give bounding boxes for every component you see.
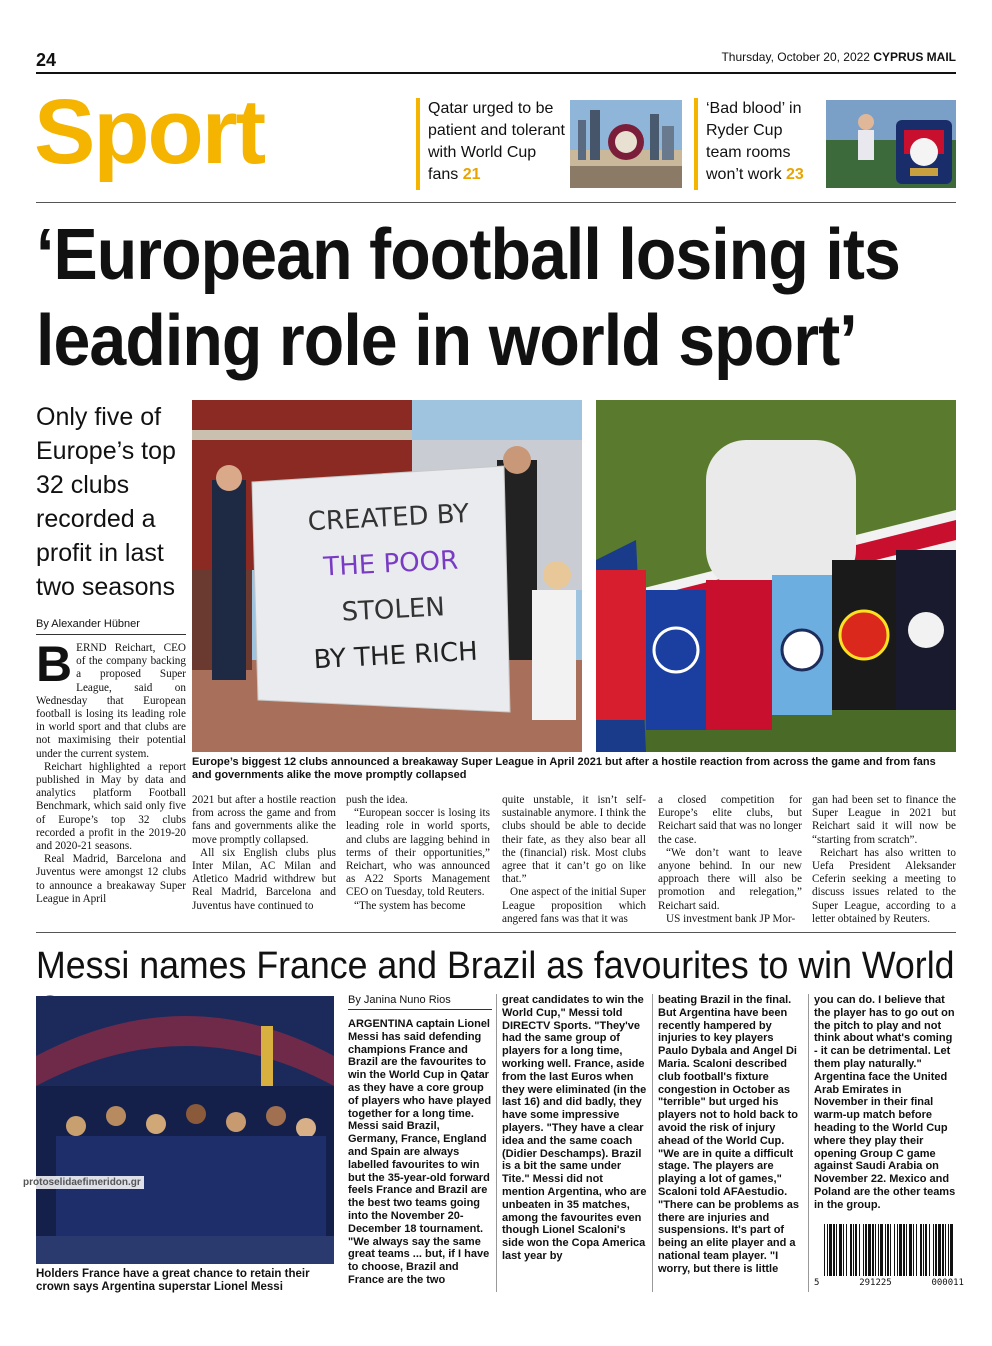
drop-cap: B bbox=[36, 636, 73, 692]
watermark: protoselidaefimeridon.gr bbox=[20, 1176, 144, 1189]
barcode-bar bbox=[942, 1224, 944, 1276]
teaser-ryder[interactable] bbox=[706, 98, 822, 186]
barcode-bar bbox=[909, 1224, 912, 1276]
body-paragraph: ERND Reichart, CEO of the company backing a proposed Super League, said on Wednesday that European football is losing its leading role in world sport and that clubs are not maximising their potential under the current system. bbox=[36, 642, 186, 760]
banner-line: CREATED BY bbox=[307, 498, 470, 538]
story-deck: Only five of Europe’s top 32 clubs recorded a profit in last two seasons bbox=[36, 403, 176, 601]
byline: By Alexander Hübner bbox=[36, 618, 186, 635]
teaser-ryder-text: ‘Bad blood’ in Ryder Cup team rooms won’t work bbox=[706, 100, 802, 183]
section-divider bbox=[36, 202, 956, 203]
messi-byline: By Janina Nuno Rios bbox=[348, 994, 492, 1010]
column-separator bbox=[808, 994, 809, 1292]
barcode-bar bbox=[935, 1224, 937, 1276]
body-paragraph: gan had been set to finance the Super League in 2021 but Reichart said it will now be “starting from scratch”. bbox=[812, 794, 956, 846]
banner-text bbox=[277, 489, 506, 684]
barcode-bar bbox=[903, 1224, 905, 1276]
banner-line: THE POOR bbox=[322, 545, 459, 583]
section-divider bbox=[36, 932, 956, 933]
body-paragraph: One aspect of the initial Super League proposition which angered fans was that it was bbox=[502, 886, 646, 925]
barcode-bar bbox=[920, 1224, 922, 1276]
column-separator bbox=[496, 994, 497, 1292]
messi-column-3: beating Brazil in the final. But Argentina have been recently hampered by injuries to key players Paulo Dybala and Angel Di Maria. Scaloni described club football's fixture congestion in October as "terrible" but urged his players not to hold back to avoid the risk of injury ahead of the World Cup. "We are in quite a difficult stage. The players are playing a lot of games," Scaloni told AFAestudio. "There can be problems as there are injuries and suspensions. It's part of being an elite player and a national team player. "I worry, but there is little bbox=[658, 994, 799, 1275]
dateline bbox=[721, 50, 956, 64]
barcode-bar bbox=[885, 1224, 886, 1276]
body-column-3 bbox=[346, 794, 490, 913]
photo-france-celebration[interactable] bbox=[36, 996, 334, 1264]
barcode-bar bbox=[833, 1224, 835, 1276]
barcode-bar bbox=[878, 1224, 879, 1276]
barcode-bar bbox=[913, 1224, 914, 1276]
main-headline: ‘European football losing its leading role in world sport’ bbox=[36, 215, 900, 381]
body-paragraph: push the idea. bbox=[346, 794, 408, 806]
messi-photo-caption: Holders France have a great chance to retain their crown says Argentina superstar Lionel Messi bbox=[36, 1268, 310, 1293]
barcode-bar bbox=[906, 1224, 907, 1276]
barcode-bar bbox=[890, 1224, 891, 1276]
banner-line: BY THE RICH bbox=[312, 636, 479, 676]
teaser-qatar-page: 21 bbox=[462, 166, 481, 183]
page-number: 24 bbox=[36, 50, 57, 70]
messi-column-2: great candidates to win the World Cup," Messi told DIRECTV Sports. "They've had the same group of players for a long time, working well. France, aside from the last Euros when they were eliminated (in the last 16) and did badly, they have some impressive players. "They have a clear idea and the same coach (Didier Deschamps). Brazil is a bit the same under Tite." Messi did not mention Argentina, who are unbeaten in 35 matches, among the favourites even though Lionel Scaloni's side won the Copa America last year by bbox=[502, 994, 647, 1262]
body-paragraph: “We don’t want to leave anyone behind. In our new approach there will also be promotion and relegation,” Reichart said. bbox=[658, 846, 802, 912]
barcode-bar bbox=[916, 1224, 917, 1276]
barcode-bar bbox=[938, 1224, 941, 1276]
barcode-bar bbox=[839, 1224, 842, 1276]
barcode-bar bbox=[945, 1224, 946, 1276]
issue-date: Thursday, October 20, 2022 bbox=[721, 50, 870, 64]
body-column-5 bbox=[658, 794, 802, 926]
body-column-2 bbox=[192, 794, 336, 913]
barcode-bar bbox=[863, 1224, 864, 1276]
body-column-6 bbox=[812, 794, 956, 926]
barcode-left: 5 bbox=[814, 1278, 820, 1288]
barcode-bar bbox=[827, 1224, 828, 1276]
barcode-bar bbox=[933, 1224, 934, 1276]
paper-name: CYPRUS MAIL bbox=[873, 50, 956, 64]
body-paragraph: Real Madrid, Barcelona and Juventus were amongst 12 clubs to announce a breakaway Super League in April bbox=[36, 853, 186, 905]
barcode-digits bbox=[814, 1278, 964, 1288]
barcode-bar bbox=[897, 1224, 898, 1276]
body-paragraph: Reichart has also written to Uefa President Aleksander Ceferin seeking a meeting to discuss issues related to the Super League, according to a letter obtained by Reuters. bbox=[812, 846, 956, 925]
barcode-bar bbox=[880, 1224, 883, 1276]
barcode-bar bbox=[846, 1224, 847, 1276]
barcode-bar bbox=[872, 1224, 874, 1276]
barcode-middle: 291225 bbox=[859, 1278, 892, 1288]
barcode-bar bbox=[836, 1224, 837, 1276]
photo-protest-banner[interactable] bbox=[192, 400, 582, 752]
barcode-bar bbox=[925, 1224, 927, 1276]
body-paragraph: “European soccer is losing its leading role in world sports, and clubs are lagging behind in terms of their opportunities,” Reichart, who was announced as A22 Sports Management CEO on Tuesday, told Reuters. bbox=[346, 807, 490, 899]
barcode-bar bbox=[829, 1224, 832, 1276]
column-separator bbox=[652, 994, 653, 1292]
barcode-bar bbox=[948, 1224, 949, 1276]
body-paragraph: quite unstable, it isn’t self-sustainable anymore. I think the clubs should be able to decide their fate, as they also bear all the (financial) risk. Most clubs agree that it can’t go on like that.” bbox=[502, 794, 646, 886]
barcode-bar bbox=[887, 1224, 889, 1276]
barcode bbox=[814, 1224, 964, 1288]
barcode-bar bbox=[923, 1224, 924, 1276]
section-title: Sport bbox=[34, 81, 265, 183]
body-paragraph: “The system has become bbox=[354, 899, 466, 912]
messi-column-1: ARGENTINA captain Lionel Messi has said defending champions France and Brazil are the favourites to win the World Cup in Qatar as they have a core group of players who have played together for a long time. Messi said Brazil, Germany, France, England and Spain are always labelled favourites to win but the 35-year-old forward feels France and Brazil are the best two teams going into the November 20-December 18 tournament. "We always say the same great teams ... but, if I have to choose, Brazil and France are the two bbox=[348, 1018, 492, 1286]
barcode-bar bbox=[950, 1224, 953, 1276]
messi-headline: Messi names France and Brazil as favourites to win World bbox=[36, 945, 955, 987]
teaser-qatar[interactable] bbox=[428, 98, 568, 186]
teaser-ryder-page: 23 bbox=[786, 166, 804, 183]
barcode-right: 000011 bbox=[931, 1278, 964, 1288]
teaser-qatar-image[interactable] bbox=[570, 100, 682, 188]
barcode-bar bbox=[859, 1224, 860, 1276]
body-paragraph: Reichart highlighted a report published in May by data and analytics platform Football Benchmark, which said only five of Europe’s top 32 clubs recorded a profit in the 2019-20 and 2020-21 seasons. bbox=[36, 760, 186, 853]
teaser-accent-bar bbox=[416, 98, 420, 190]
barcode-bar bbox=[899, 1224, 902, 1276]
barcode-bar bbox=[875, 1224, 876, 1276]
body-column-4 bbox=[502, 794, 646, 926]
photo-club-scarves[interactable] bbox=[596, 400, 956, 752]
barcode-bar bbox=[894, 1224, 895, 1276]
barcode-bar bbox=[929, 1224, 930, 1276]
body-paragraph: 2021 but after a hostile reaction from across the game and from fans and governments alike the move promptly collapsed. bbox=[192, 794, 336, 846]
barcode-bar bbox=[843, 1224, 844, 1276]
barcode-icon bbox=[822, 1224, 956, 1276]
barcode-bar bbox=[824, 1224, 825, 1276]
messi-column-4: you can do. I believe that the player has to go out on the pitch to play and not think about what's coming - it can be detrimental. Let them play naturally." Argentina face the United Arab Emirates in November in their final warm-up match before heading to the World Cup where they play their opening Group C game against Saudi Arabia on November 22. Mexico and Poland are the other teams in the group. bbox=[814, 994, 956, 1211]
barcode-bar bbox=[855, 1224, 857, 1276]
barcode-bar bbox=[868, 1224, 871, 1276]
teaser-qatar-text: Qatar urged to be patient and tolerant with World Cup fans bbox=[428, 100, 565, 183]
barcode-bar bbox=[850, 1224, 852, 1276]
body-paragraph: a closed competition for Europe’s elite clubs, but Reichart said that was no longer the case. bbox=[658, 794, 802, 846]
body-column-1 bbox=[36, 636, 186, 906]
photo-caption: Europe’s biggest 12 clubs announced a breakaway Super League in April 2021 but after a hostile reaction from across the game and from fans and governments alike the move promptly collapsed bbox=[192, 756, 936, 781]
top-rule bbox=[36, 72, 956, 74]
banner-line: STOLEN bbox=[340, 592, 446, 628]
teaser-accent-bar bbox=[694, 98, 698, 190]
body-paragraph: US investment bank JP Mor- bbox=[666, 912, 796, 925]
barcode-bar bbox=[865, 1224, 867, 1276]
teaser-ryder-image[interactable] bbox=[826, 100, 956, 188]
barcode-bar bbox=[853, 1224, 854, 1276]
body-paragraph: All six English clubs plus Inter Milan, AC Milan and Atletico Madrid withdrew but Real Madrid, Barcelona and Juventus have continued to bbox=[192, 846, 336, 912]
